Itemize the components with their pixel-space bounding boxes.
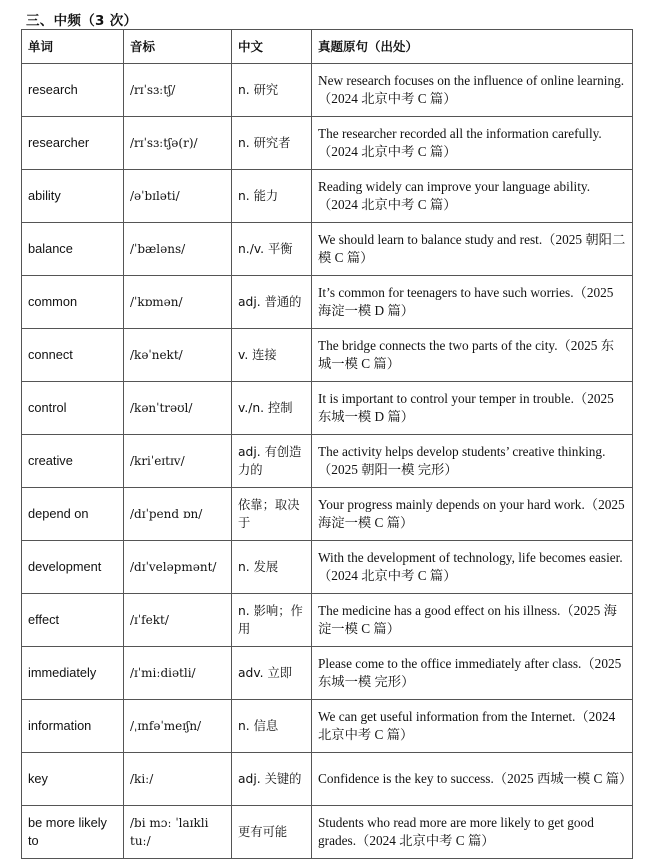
chinese-meaning-cell: adj. 关键的 [232, 753, 312, 806]
example-sentence-cell: New research focuses on the influence of online learning.（2024 北京中考 C 篇） [312, 64, 633, 117]
phonetic-cell: /kənˈtrəʊl/ [124, 382, 232, 435]
chinese-meaning-cell: n. 能力 [232, 170, 312, 223]
header-sentence: 真题原句（出处） [312, 30, 633, 64]
word-cell: research [22, 64, 124, 117]
word-cell: depend on [22, 488, 124, 541]
phonetic-cell: /bi mɔː ˈlaɪkli tuː/ [124, 806, 232, 859]
word-cell: ability [22, 170, 124, 223]
example-sentence-cell: It’s common for teenagers to have such worries.（2025 海淀一模 D 篇） [312, 276, 633, 329]
table-row [22, 700, 633, 753]
chinese-meaning-cell: n. 影响；作用 [232, 594, 312, 647]
table-row [22, 753, 633, 806]
word-cell: control [22, 382, 124, 435]
table-row [22, 594, 633, 647]
word-cell: connect [22, 329, 124, 382]
chinese-meaning-cell: n./v. 平衡 [232, 223, 312, 276]
phonetic-cell: /əˈbɪləti/ [124, 170, 232, 223]
word-cell: balance [22, 223, 124, 276]
table-header-row [22, 30, 633, 64]
chinese-meaning-cell: 更有可能 [232, 806, 312, 859]
table-row [22, 329, 633, 382]
example-sentence-cell: The bridge connects the two parts of the city.（2025 东城一模 C 篇） [312, 329, 633, 382]
phonetic-cell: /ɪˈmiːdiətli/ [124, 647, 232, 700]
phonetic-cell: /dɪˈpend ɒn/ [124, 488, 232, 541]
phonetic-cell: /kiː/ [124, 753, 232, 806]
phonetic-cell: /ɪˈfekt/ [124, 594, 232, 647]
chinese-meaning-cell: adj. 有创造力的 [232, 435, 312, 488]
table-row [22, 488, 633, 541]
chinese-meaning-cell: n. 发展 [232, 541, 312, 594]
table-row [22, 806, 633, 859]
table-body [22, 64, 633, 859]
example-sentence-cell: Your progress mainly depends on your hard work.（2025 海淀一模 C 篇） [312, 488, 633, 541]
example-sentence-cell: We can get useful information from the Internet.（2024 北京中考 C 篇） [312, 700, 633, 753]
chinese-meaning-cell: n. 研究 [232, 64, 312, 117]
phonetic-cell: /dɪˈveləpmənt/ [124, 541, 232, 594]
word-cell: information [22, 700, 124, 753]
word-cell: development [22, 541, 124, 594]
chinese-meaning-cell: adj. 普通的 [232, 276, 312, 329]
example-sentence-cell: Students who read more are more likely to get good grades.（2024 北京中考 C 篇） [312, 806, 633, 859]
phonetic-cell: /rɪˈsɜːtʃ/ [124, 64, 232, 117]
phonetic-cell: /rɪˈsɜːtʃə(r)/ [124, 117, 232, 170]
phonetic-cell: /ˈkɒmən/ [124, 276, 232, 329]
word-cell: be more likely to [22, 806, 124, 859]
example-sentence-cell: It is important to control your temper in trouble.（2025 东城一模 D 篇） [312, 382, 633, 435]
table-row [22, 541, 633, 594]
example-sentence-cell: Please come to the office immediately after class.（2025 东城一模 完形） [312, 647, 633, 700]
example-sentence-cell: Reading widely can improve your language ability.（2024 北京中考 C 篇） [312, 170, 633, 223]
table-row [22, 170, 633, 223]
word-cell: key [22, 753, 124, 806]
vocabulary-table [21, 29, 633, 859]
section-title: 三、中频（3 次） [26, 13, 138, 29]
table-row [22, 647, 633, 700]
chinese-meaning-cell: v./n. 控制 [232, 382, 312, 435]
word-cell: common [22, 276, 124, 329]
table-row [22, 64, 633, 117]
example-sentence-cell: We should learn to balance study and rest.（2025 朝阳二模 C 篇） [312, 223, 633, 276]
phonetic-cell: /ˌɪnfəˈmeɪʃn/ [124, 700, 232, 753]
example-sentence-cell: Confidence is the key to success.（2025 西城一模 C 篇） [312, 753, 633, 806]
chinese-meaning-cell: n. 研究者 [232, 117, 312, 170]
chinese-meaning-cell: adv. 立即 [232, 647, 312, 700]
phonetic-cell: /kəˈnekt/ [124, 329, 232, 382]
table-row [22, 276, 633, 329]
header-chinese: 中文 [232, 30, 312, 64]
phonetic-cell: /kriˈeɪtɪv/ [124, 435, 232, 488]
chinese-meaning-cell: 依靠；取决于 [232, 488, 312, 541]
example-sentence-cell: The researcher recorded all the information carefully.（2024 北京中考 C 篇） [312, 117, 633, 170]
word-cell: effect [22, 594, 124, 647]
example-sentence-cell: The activity helps develop students’ creative thinking.（2025 朝阳一模 完形） [312, 435, 633, 488]
header-ipa: 音标 [124, 30, 232, 64]
chinese-meaning-cell: n. 信息 [232, 700, 312, 753]
header-word: 单词 [22, 30, 124, 64]
example-sentence-cell: With the development of technology, life becomes easier.（2024 北京中考 C 篇） [312, 541, 633, 594]
table-row [22, 117, 633, 170]
word-cell: immediately [22, 647, 124, 700]
word-cell: researcher [22, 117, 124, 170]
table-row [22, 223, 633, 276]
table-row [22, 435, 633, 488]
word-cell: creative [22, 435, 124, 488]
phonetic-cell: /ˈbæləns/ [124, 223, 232, 276]
example-sentence-cell: The medicine has a good effect on his illness.（2025 海淀一模 C 篇） [312, 594, 633, 647]
chinese-meaning-cell: v. 连接 [232, 329, 312, 382]
table-row [22, 382, 633, 435]
